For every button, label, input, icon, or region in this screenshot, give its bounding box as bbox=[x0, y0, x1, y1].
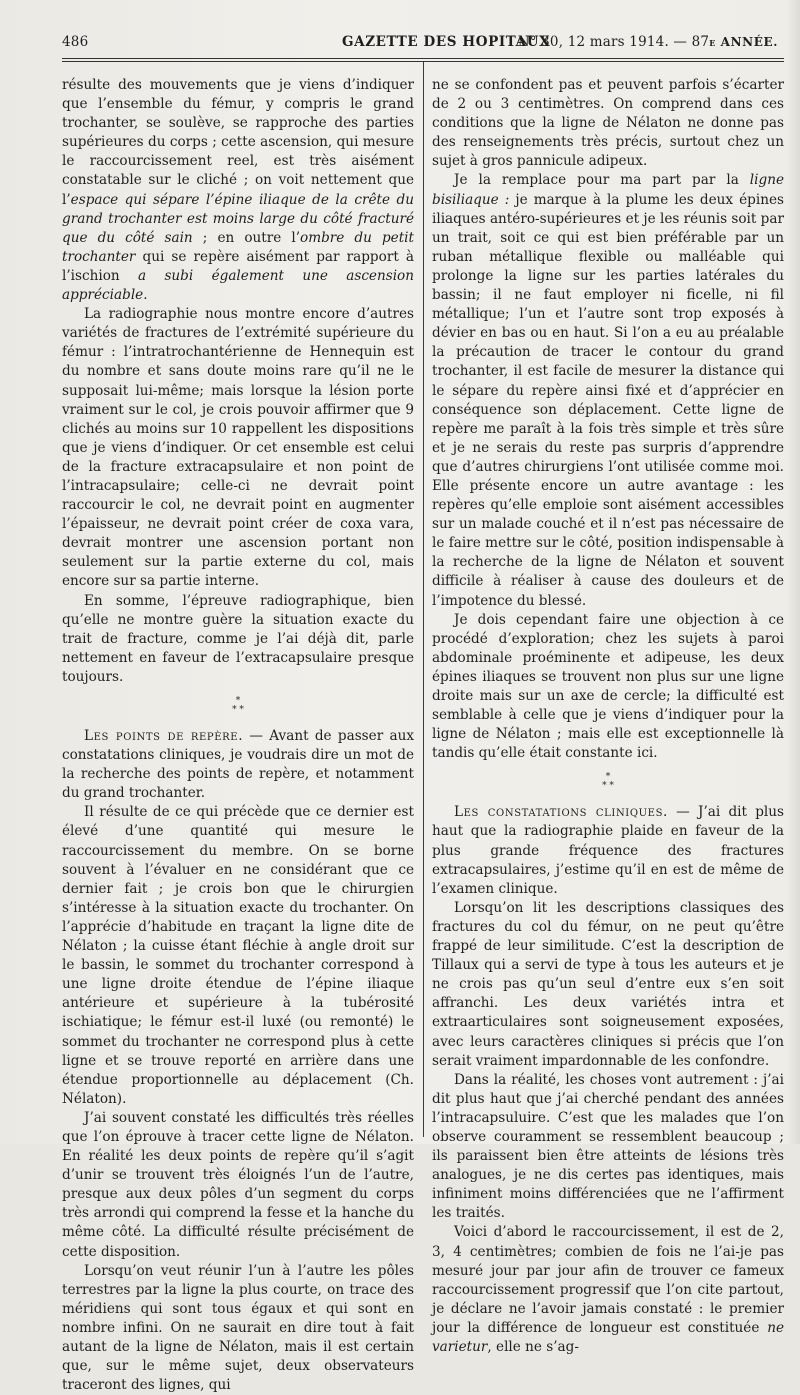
section-paragraph bbox=[62, 727, 414, 803]
paragraph: Dans la réalité, les choses vont autrement : j’ai dit plus haut que j’ai cherché pendant des années l’intracapsuluire. C’est que les malades que l’on observe couramment se ressemblent beaucoup ; ils paraissent bien être atteints de lésions très analogues, je ne dis certes pas identiques, mais infiniment moins différenciées que ne l’affirment les traités. bbox=[432, 1071, 784, 1222]
italic-run: ligne bisiliaque : bbox=[432, 172, 784, 208]
text-run: ; en outre l’ bbox=[192, 229, 301, 246]
asterism-top: * bbox=[605, 772, 611, 783]
section-paragraph bbox=[432, 803, 784, 898]
paragraph: La radiographie nous montre encore d’autres variétés de fractures de l’extrémité supérieure du fémur : l’intratrochantérienne de Hennequin est du nombre et sans doute moins rare qu’il ne le supposait lui-même; mais lorsque la lésion porte vraiment sur le col, je crois pouvoir affirmer que 9 clichés au moins sur 10 rappellent les dispositions que je viens d’indiquer. Or cet ensemble est celui de la fracture extracapsulaire et non point de l’intracapsulaire; celle-ci ne devrait point raccourcir le col, ne devrait point en augmenter l’épaisseur, ne devrait point créer de coxa vara, devrait montrer une ascension portant non seulement sur la partie externe du col, mais encore sur sa partie interne. bbox=[62, 306, 414, 590]
issue-year-label: e ANNÉE. bbox=[709, 35, 778, 49]
text-run: — Avant de passer aux constatations cliniques, je voudrais dire un mot de la recherche des points de repère, et notamment du grand trochanter. bbox=[62, 728, 414, 802]
asterism-bottom: * * bbox=[602, 781, 614, 792]
issue-info bbox=[518, 34, 778, 50]
italic-run: espace qui sépare l’épine iliaque de la crête du grand trochanter est moins large du côté fracturé que du côté sain bbox=[62, 191, 414, 246]
text-run: — J’ai dit plus haut que la radiographie plaide en faveur de la plus grande fréquence des fractures extracapsulaires, j’estime qu’il en est de même de l’examen clinique. bbox=[432, 804, 784, 897]
section-heading: Les constatations cliniques. bbox=[454, 804, 668, 821]
text-run: , elle ne s’ag- bbox=[487, 1339, 579, 1355]
paragraph: En somme, l’épreuve radiographique, bien qu’elle ne montre guère la situation exacte du trait de fracture, comme je l’ai déjà dit, parle nettement en faveur de l’extracapsulaire presque toujours. bbox=[62, 592, 414, 685]
paragraph bbox=[432, 171, 784, 610]
asterism-bottom: * * bbox=[232, 705, 244, 715]
paragraph: J’ai souvent constaté les difficultés très réelles que l’on éprouve à tracer cette ligne de Nélaton. En réalité les deux points de repère qu’il s’agit d’unir se trouvent très éloignés l’un de l’autre, presque aux deux pôles d’un segment du corps très arrondi qui comprend la fesse et la hanche du même côté. La difficulté résulte précisément de cette disposition. bbox=[62, 1109, 414, 1260]
section-separator bbox=[432, 773, 784, 791]
text-run: Voici d’abord le raccourcissement, il est de 2, 3, 4 centimètres; combien de fois ne l’ai-je pas mesuré jour par jour afin de trouver ce fameux raccourcissement progressif que l’on cite partout, je déclare ne l’avoir jamais constaté : le premier jour la différence de longueur est constituée bbox=[432, 1224, 784, 1336]
text-run: qui se repère aisément par rapport à l’ischion bbox=[62, 248, 414, 284]
paragraph bbox=[432, 1223, 784, 1357]
paragraph: Il résulte de ce qui précède que ce dernier est élevé d’une quantité qui mesure le raccourcissement du membre. On se borne souvent à l’évaluer en ne considérant que ce dernier fait ; je crois bon que le chirurgien s’intéresse à la situation exacte du trochanter. On l’apprécie d’habitude en traçant la ligne dite de Nélaton ; la cuisse étant fléchie à angle droit sur le bassin, le sommet du trochanter correspond à une ligne droite étendue de l’épine iliaque antérieure et supérieure à la tubérosité ischiatique; le fémur est-il luxé (ou remonté) le sommet du trochanter ne correspond plus à cette ligne et se trouve reporté en arrière dans une étendue proportionnelle au déplacement (Ch. Nélaton). bbox=[62, 804, 414, 1107]
paragraph bbox=[62, 76, 414, 305]
asterism-top: * bbox=[235, 696, 241, 706]
right-column bbox=[432, 76, 784, 1357]
text-run: résulte des mouvements que je viens d’indiquer que l’ensemble du fémur, y compris le grand trochanter, se soulève, se rapproche des parties supérieures du corps ; cette ascension, qui mesure le raccourcissement reel, est très aisément constatable sur le cliché ; on voit nettement que l’ bbox=[62, 77, 414, 208]
running-header bbox=[62, 34, 782, 54]
italic-run: ne varietur bbox=[432, 1319, 784, 1355]
left-column bbox=[62, 76, 414, 1395]
header-rule bbox=[62, 58, 784, 59]
column-divider bbox=[423, 62, 424, 1137]
paragraph: ne se confondent pas et peuvent parfois s’écarter de 2 ou 3 centimètres. On comprend dans ces conditions que la ligne de Nélaton ne donne pas des renseignements très précis, surtout chez un sujet à gros pannicule adipeux. bbox=[432, 77, 784, 170]
page-fold-shadow bbox=[786, 0, 800, 1144]
italic-run: ombre du petit trochanter bbox=[62, 229, 414, 265]
paragraph: Lorsqu’on lit les descriptions classiques des fractures du col du fémur, on ne peut qu’être frappé de leur similitude. C’est la description de Tillaux qui a servi de type à tous les auteurs et je ne crois pas qu’un seul d’entre eux s’en soit affranchi. Les deux variétés intra et extraarticulaires sont soigneusement exposées, avec leurs caractères cliniques si précis que l’on serait vraiment impardonnable de les confondre. bbox=[432, 899, 784, 1069]
text-run: Je la remplace pour ma part par la bbox=[454, 172, 750, 189]
issue-date: N° 30, 12 mars 1914. — 87 bbox=[517, 34, 710, 50]
journal-title: GAZETTE DES HOPITAUX bbox=[342, 34, 551, 50]
paragraph: Lorsqu’on veut réunir l’un à l’autre les pôles terrestres par la ligne la plus courte, on trace des méridiens qui sont tous égaux et qui sont en nombre infini. On ne saurait en dire tout à fait autant de la ligne de Nélaton, mais il est certain que, sur le même sujet, deux observateurs traceront des lignes, qui bbox=[62, 1262, 414, 1394]
page-number: 486 bbox=[62, 34, 89, 50]
italic-run: a subi également une ascension appréciable. bbox=[62, 267, 414, 304]
text-run: je marque à la plume les deux épines iliaques antéro-supérieures et je les réunis soit par un trait, soit ce qui est bien préférable par un ruban métallique flexible ou malléable qui prolonge la ligne sur les parties latérales du bassin; il ne faut employer ni ficelle, ni fil métallique; l’un et l’autre sont trop exposés à dévier en bas ou en haut. Si l’on a eu au préalable la précaution de tracer le contour du grand trochanter, il est facile de mesurer la distance qui le sépare du repère ainsi fixé et d’apprécier en conséquence son déplacement. Cette ligne de repère me paraît à la fois très simple et très sûre et je ne serais du reste pas surpris d’apprendre que d’autres chirurgiens l’ont utilisée comme moi. Elle présente encore un autre avantage : les repères qu’elle emploie sont aisément accessibles sur un malade couché et il n’est pas nécessaire de le faire mettre sur le côté, position indispensable à la recherche de la ligne de Nélaton et souvent difficile à réaliser à cause des douleurs et de l’impotence du blessé. bbox=[432, 191, 784, 609]
paragraph: Je dois cependant faire une objection à ce procédé d’exploration; chez les sujets à paroi abdominale proéminente et adipeuse, les deux épines iliaques se trouvent non plus sur une ligne droite mais sur un axe de cercle; la difficulté est semblable à celle que je viens d’indiquer pour la ligne de Nélaton ; mais elle est exceptionnelle là tandis qu’elle était constante ici. bbox=[432, 611, 784, 762]
section-heading: Les points de repère. bbox=[84, 728, 244, 744]
section-separator bbox=[62, 697, 414, 715]
